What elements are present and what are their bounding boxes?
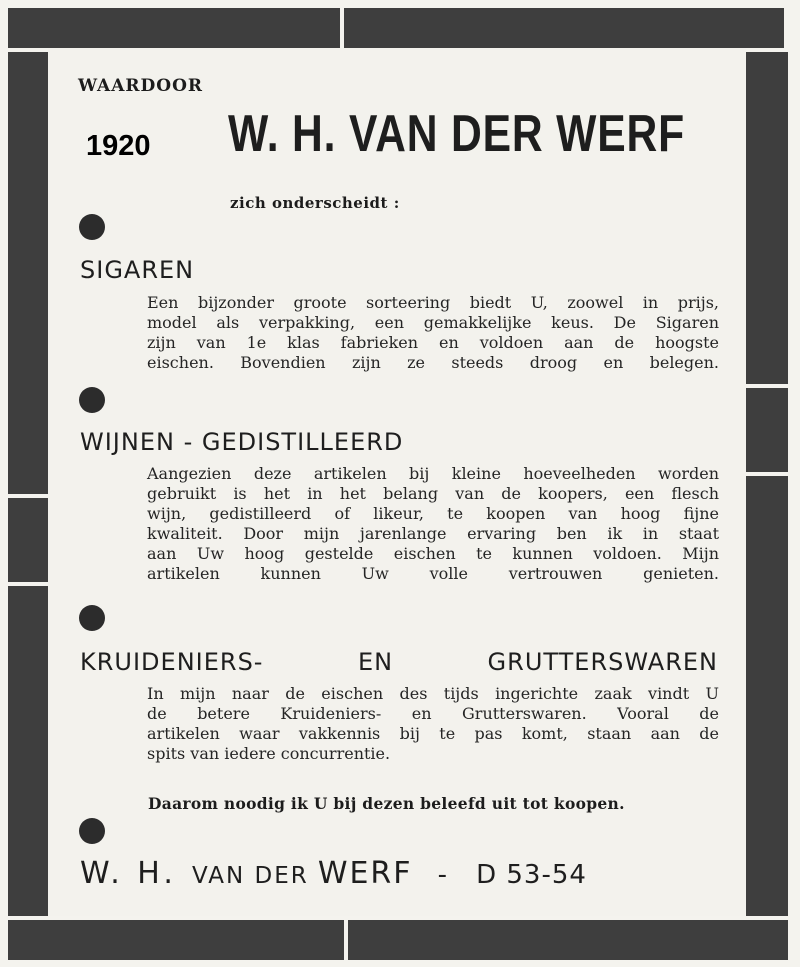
subtitle: zich onderscheidt : [230, 194, 400, 212]
text-line: artikelen kunnen Uw volle vertrouwen genieten. [147, 564, 719, 583]
section-text-sigaren [147, 293, 719, 373]
section-heading-sigaren: SIGAREN [80, 256, 195, 284]
border-left-mid [8, 498, 48, 582]
text-line: de betere Kruideniers- en Grutterswaren. Vooral de [147, 704, 719, 723]
footer-werf: WERF [317, 856, 413, 891]
text-line: In mijn naar de eischen des tijds ingerichte zaak vindt U [147, 684, 719, 703]
text-line: model als verpakking, een gemakkelijke keus. De Sigaren [147, 313, 719, 332]
text-line: wijn, gedistilleerd of likeur, te koopen van hoog fijne [147, 504, 719, 523]
section-heading-wijnen: WIJNEN - GEDISTILLEERD [80, 428, 404, 456]
section-heading-kruideniers: KRUIDENIERS- EN GRUTTERSWAREN [80, 648, 718, 676]
footer-dash: - [437, 860, 448, 890]
text-line: Een bijzonder groote sorteering biedt U, zoowel in prijs, [147, 293, 719, 312]
border-top-left [8, 8, 340, 48]
footer-signature [80, 856, 720, 891]
bullet-dot [79, 214, 105, 240]
border-right-mid [746, 388, 788, 472]
bullet-dot [79, 387, 105, 413]
border-bottom-right [348, 920, 788, 960]
border-left-top [8, 52, 48, 494]
text-line: gebruikt is het in het belang van de koopers, een flesch [147, 484, 719, 503]
year-label: 1920 [86, 130, 151, 162]
text-line: zijn van 1e klas fabrieken en voldoen aan de hoogste [147, 333, 719, 352]
text-line: artikelen waar vakkennis bij te pas komt, staan aan de [147, 724, 719, 743]
footer-vander: VAN DER [191, 863, 309, 889]
text-line: Aangezien deze artikelen bij kleine hoeveelheden worden [147, 464, 719, 483]
border-right-bottom [746, 476, 788, 916]
border-bottom-left [8, 920, 344, 960]
lead-word: WAARDOOR [78, 76, 203, 96]
border-right-top [746, 52, 788, 384]
text-line: kwaliteit. Door mijn jarenlange ervaring ben ik in staat [147, 524, 719, 543]
section-text-kruideniers [147, 684, 719, 764]
shop-name-title: W. H. VAN DER WERF [228, 105, 685, 163]
text-line: eischen. Bovendien zijn ze steeds droog en belegen. [147, 353, 719, 372]
footer-initials: W. H. [80, 856, 177, 891]
text-line: aan Uw hoog gestelde eischen te kunnen voldoen. Mijn [147, 544, 719, 563]
bullet-dot [79, 818, 105, 844]
footer-address: D 53-54 [476, 860, 587, 890]
text-line: spits van iedere concurrentie. [147, 744, 391, 763]
section-text-wijnen [147, 464, 719, 584]
border-top-right [344, 8, 784, 48]
bullet-dot [79, 605, 105, 631]
border-left-bottom [8, 586, 48, 916]
closing-invitation: Daarom noodig ik U bij dezen beleefd uit tot koopen. [148, 794, 625, 813]
